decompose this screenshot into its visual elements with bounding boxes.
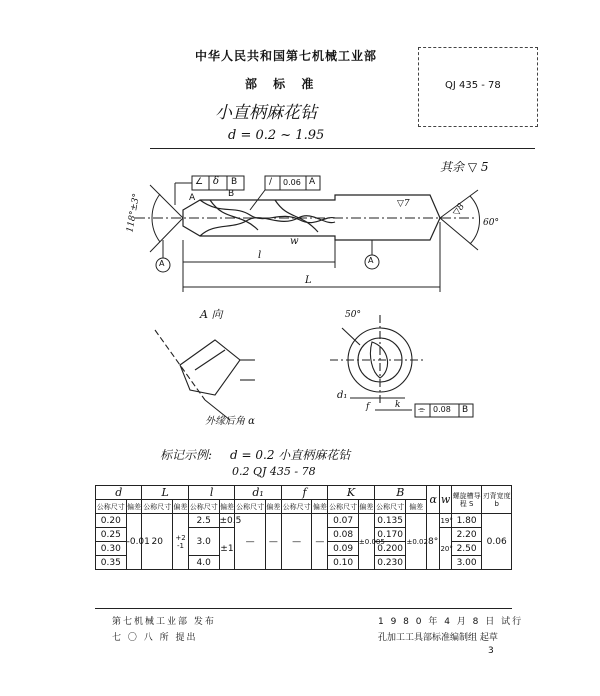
k-dev-cell: ±0.005 <box>358 514 374 570</box>
col-w: w <box>440 486 451 514</box>
label-L: L <box>305 275 312 286</box>
b-cell: 0.200 <box>374 542 406 556</box>
trial-date: 1 9 8 0 年 4 月 8 日 试行 <box>378 617 524 627</box>
standard-number: QJ 435 - 78 <box>445 80 501 91</box>
example-label: 标记示例: <box>160 448 213 462</box>
sub-dev: 偏差 <box>173 500 189 514</box>
point-angle-label: 118°±3° <box>125 192 143 234</box>
tol1-symbol: ∠ <box>195 177 204 187</box>
col-alpha: α <box>426 486 440 514</box>
ministry-title: 中华人民共和国第七机械工业部 <box>195 49 378 63</box>
table-header-row <box>96 486 512 500</box>
l-cell: 4.0 <box>188 556 219 570</box>
sub-nominal: 公称尺寸 <box>235 500 266 514</box>
sub-nominal: 公称尺寸 <box>281 500 312 514</box>
table-row <box>96 514 512 528</box>
s-cell: 2.50 <box>451 542 482 556</box>
d-cell: 0.25 <box>96 528 127 542</box>
issuer: 第七机械工业部 发布 <box>112 617 216 627</box>
s-cell: 2.20 <box>451 528 482 542</box>
page-number: 3 <box>488 646 496 656</box>
spec-table <box>95 485 512 570</box>
sub-nominal: 公称尺寸 <box>328 500 359 514</box>
d-cell: 0.20 <box>96 514 127 528</box>
finish-8: ▽8 <box>451 201 468 219</box>
footer-rule <box>95 608 512 609</box>
sub-dev: 偏差 <box>312 500 328 514</box>
col-s: 螺旋槽导程 S <box>451 486 482 514</box>
col-L: L <box>142 486 188 500</box>
label-b: B <box>228 189 235 199</box>
k-cell: 0.07 <box>328 514 359 528</box>
k-cell: 0.10 <box>328 556 359 570</box>
tol2-symbol: / <box>269 177 273 187</box>
f-cell: — <box>281 514 312 570</box>
b-dev-cell: ±0.02 <box>406 514 426 570</box>
label-l: l <box>258 250 262 261</box>
label-k: k <box>395 400 401 410</box>
sub-dev: 偏差 <box>406 500 426 514</box>
tol3-datum: B <box>462 405 469 415</box>
label-w: w <box>290 236 299 247</box>
l-cell: 2.5 <box>188 514 219 528</box>
standard-type: 部 标 准 <box>245 77 320 91</box>
tail-angle: 60° <box>483 218 499 228</box>
label-d1: d₁ <box>337 390 348 401</box>
k-cell: 0.09 <box>328 542 359 556</box>
w-cell: 20° <box>440 528 451 570</box>
b-cell: 0.230 <box>374 556 406 570</box>
drafting-group: 孔加工工具部标准编制组 起草 <box>378 633 498 643</box>
f-dev-cell: — <box>312 514 328 570</box>
w-cell: 19° <box>440 514 451 528</box>
l-dev-cell: ±1 <box>219 528 235 570</box>
tol1-datum: B <box>231 177 238 187</box>
datum-circle-a1: A <box>159 259 165 268</box>
diameter-range: d = 0.2 ~ 1.95 <box>228 128 325 143</box>
sub-nominal: 公称尺寸 <box>188 500 219 514</box>
col-d: d <box>96 486 142 500</box>
s-cell: 1.80 <box>451 514 482 528</box>
datum-circle-a2: A <box>368 256 374 265</box>
label-f: f <box>366 402 370 412</box>
col-btip: 刃背宽度 b <box>482 486 512 514</box>
btip-cell: 0.06 <box>482 514 512 570</box>
d-cell: 0.30 <box>96 542 127 556</box>
tol2-value: 0.06 <box>283 178 301 187</box>
l-cell: 3.0 <box>188 528 219 556</box>
col-d1: d₁ <box>235 486 281 500</box>
b-cell: 0.135 <box>374 514 406 528</box>
standard-title: 小直柄麻花钻 <box>215 103 317 123</box>
col-b: B <box>374 486 426 500</box>
L-dev-cell: +2 -1 <box>173 514 189 570</box>
l-dev-cell: ±0.5 <box>219 515 242 526</box>
sub-dev: 偏差 <box>265 500 281 514</box>
sub-dev: 偏差 <box>358 500 374 514</box>
k-cell: 0.08 <box>328 528 359 542</box>
section-a-title: A 向 <box>200 308 223 321</box>
sub-nominal: 公称尺寸 <box>374 500 406 514</box>
proposer: 七 〇 八 所 提出 <box>112 633 198 643</box>
tol1-value: δ <box>213 176 220 187</box>
end-angle: 50° <box>345 310 361 320</box>
example-line-2: 0.2 QJ 435 - 78 <box>232 465 316 478</box>
d-cell: 0.35 <box>96 556 127 570</box>
alpha-cell: 8° <box>426 514 440 570</box>
surface-finish-note: 其余 ▽ 5 <box>440 160 489 174</box>
tol2-datum: A <box>309 177 316 187</box>
L-cell: 20 <box>142 514 173 570</box>
section-a-view <box>155 330 255 420</box>
sub-dev: 偏差 <box>126 500 142 514</box>
b-cell: 0.170 <box>374 528 406 542</box>
tol3-value: 0.08 <box>433 405 451 414</box>
d1-cell: — <box>235 514 266 570</box>
col-l: l <box>188 486 234 500</box>
example-line-1: d = 0.2 小直柄麻花钻 <box>230 448 351 462</box>
tol3-symbol: ⌯ <box>418 405 426 415</box>
d1-dev-cell: — <box>265 514 281 570</box>
s-cell: 3.00 <box>451 556 482 570</box>
sub-nominal: 公称尺寸 <box>142 500 173 514</box>
col-f: f <box>281 486 327 500</box>
outer-edge-note: 外缘后角 α <box>205 416 255 427</box>
sub-nominal: 公称尺寸 <box>96 500 127 514</box>
col-k: K <box>328 486 374 500</box>
d-dev-cell: -0.01 <box>126 514 142 570</box>
sub-dev: 偏差 <box>219 500 235 514</box>
finish-7: ▽7 <box>397 199 410 209</box>
label-a: A <box>189 193 196 203</box>
